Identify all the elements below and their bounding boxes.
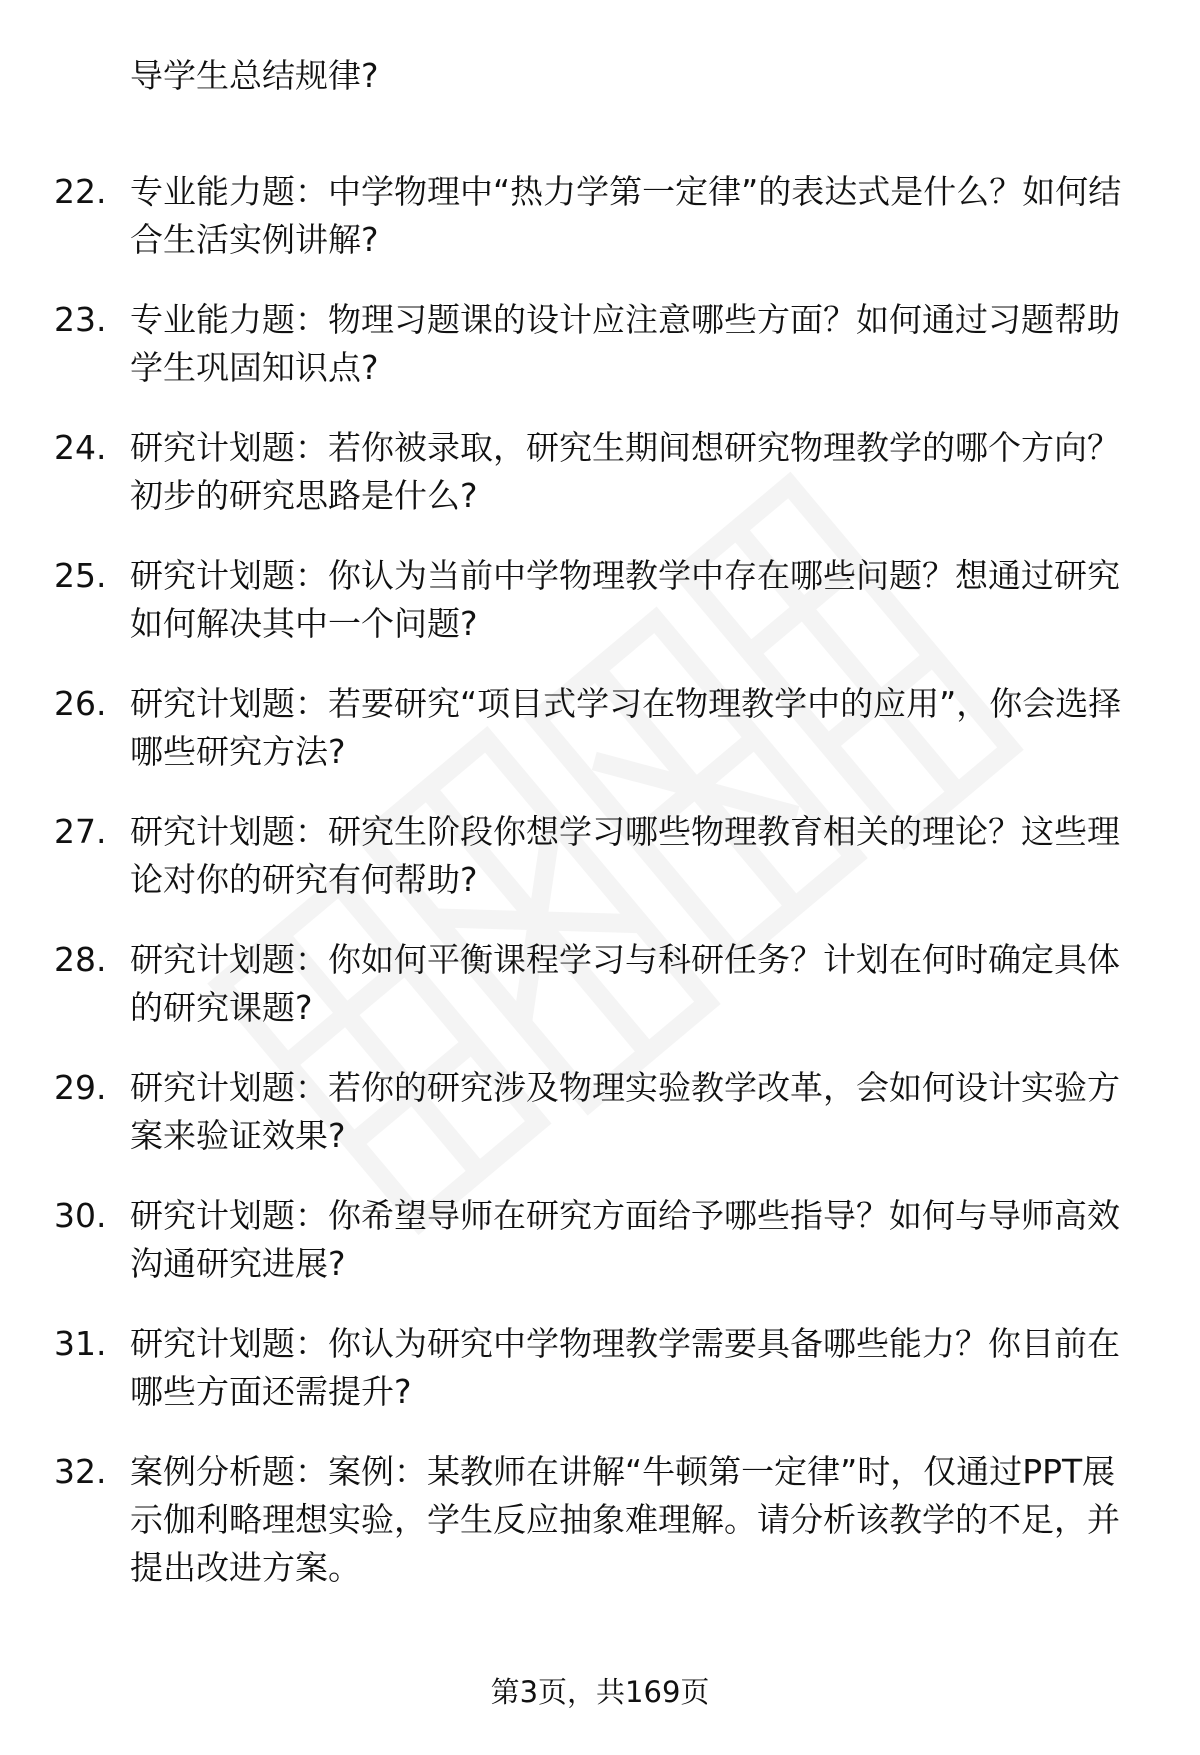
- question-item: [54, 808, 1144, 904]
- question-number: 22.: [54, 172, 107, 211]
- question-number: 30.: [54, 1196, 107, 1235]
- question-text: 研究计划题：你认为研究中学物理教学需要具备哪些能力？你目前在哪些方面还需提升?: [130, 1324, 1120, 1411]
- question-text: 专业能力题：中学物理中“热力学第一定律”的表达式是什么？如何结合生活实例讲解?: [130, 172, 1122, 259]
- question-text: 研究计划题：若你被录取，研究生期间想研究物理教学的哪个方向？初步的研究思路是什么?: [130, 428, 1120, 515]
- question-text: 研究计划题：你认为当前中学物理教学中存在哪些问题？想通过研究如何解决其中一个问题?: [130, 556, 1120, 643]
- question-number: 26.: [54, 684, 107, 723]
- question-item: [54, 168, 1144, 264]
- question-item: [54, 1320, 1144, 1416]
- question-text: 专业能力题：物理习题课的设计应注意哪些方面？如何通过习题帮助学生巩固知识点?: [130, 300, 1120, 387]
- question-number: 27.: [54, 812, 107, 851]
- question-item: [54, 1064, 1144, 1160]
- continuation-text: 导学生总结规律?: [130, 56, 379, 95]
- question-item: [54, 552, 1144, 648]
- question-number: 31.: [54, 1324, 107, 1363]
- question-item: [54, 1448, 1144, 1592]
- question-number: 28.: [54, 940, 107, 979]
- question-number: 25.: [54, 556, 107, 595]
- question-item: [54, 1192, 1144, 1288]
- question-text: 案例分析题：案例：某教师在讲解“牛顿第一定律”时，仅通过PPT展示伽利略理想实验，学生反应抽象难理解。请分析该教学的不足，并提出改进方案。: [130, 1452, 1120, 1587]
- question-number: 23.: [54, 300, 107, 339]
- question-number: 24.: [54, 428, 107, 467]
- question-item: [54, 296, 1144, 392]
- question-list: [54, 52, 1144, 1624]
- question-item: [54, 936, 1144, 1032]
- question-text: 研究计划题：你如何平衡课程学习与科研任务？计划在何时确定具体的研究课题?: [130, 940, 1120, 1027]
- question-text: 研究计划题：若要研究“项目式学习在物理教学中的应用”，你会选择哪些研究方法?: [130, 684, 1122, 771]
- question-item: [54, 680, 1144, 776]
- question-text: 研究计划题：你希望导师在研究方面给予哪些指导？如何与导师高效沟通研究进展?: [130, 1196, 1120, 1283]
- question-text: 研究计划题：研究生阶段你想学习哪些物理教育相关的理论？这些理论对你的研究有何帮助?: [130, 812, 1120, 899]
- question-number: 29.: [54, 1068, 107, 1107]
- question-text: 研究计划题：若你的研究涉及物理实验教学改革，会如何设计实验方案来验证效果?: [130, 1068, 1120, 1155]
- question-number: 32.: [54, 1452, 107, 1491]
- question-item: [54, 424, 1144, 520]
- page-footer: 第3页，共169页: [490, 1675, 710, 1709]
